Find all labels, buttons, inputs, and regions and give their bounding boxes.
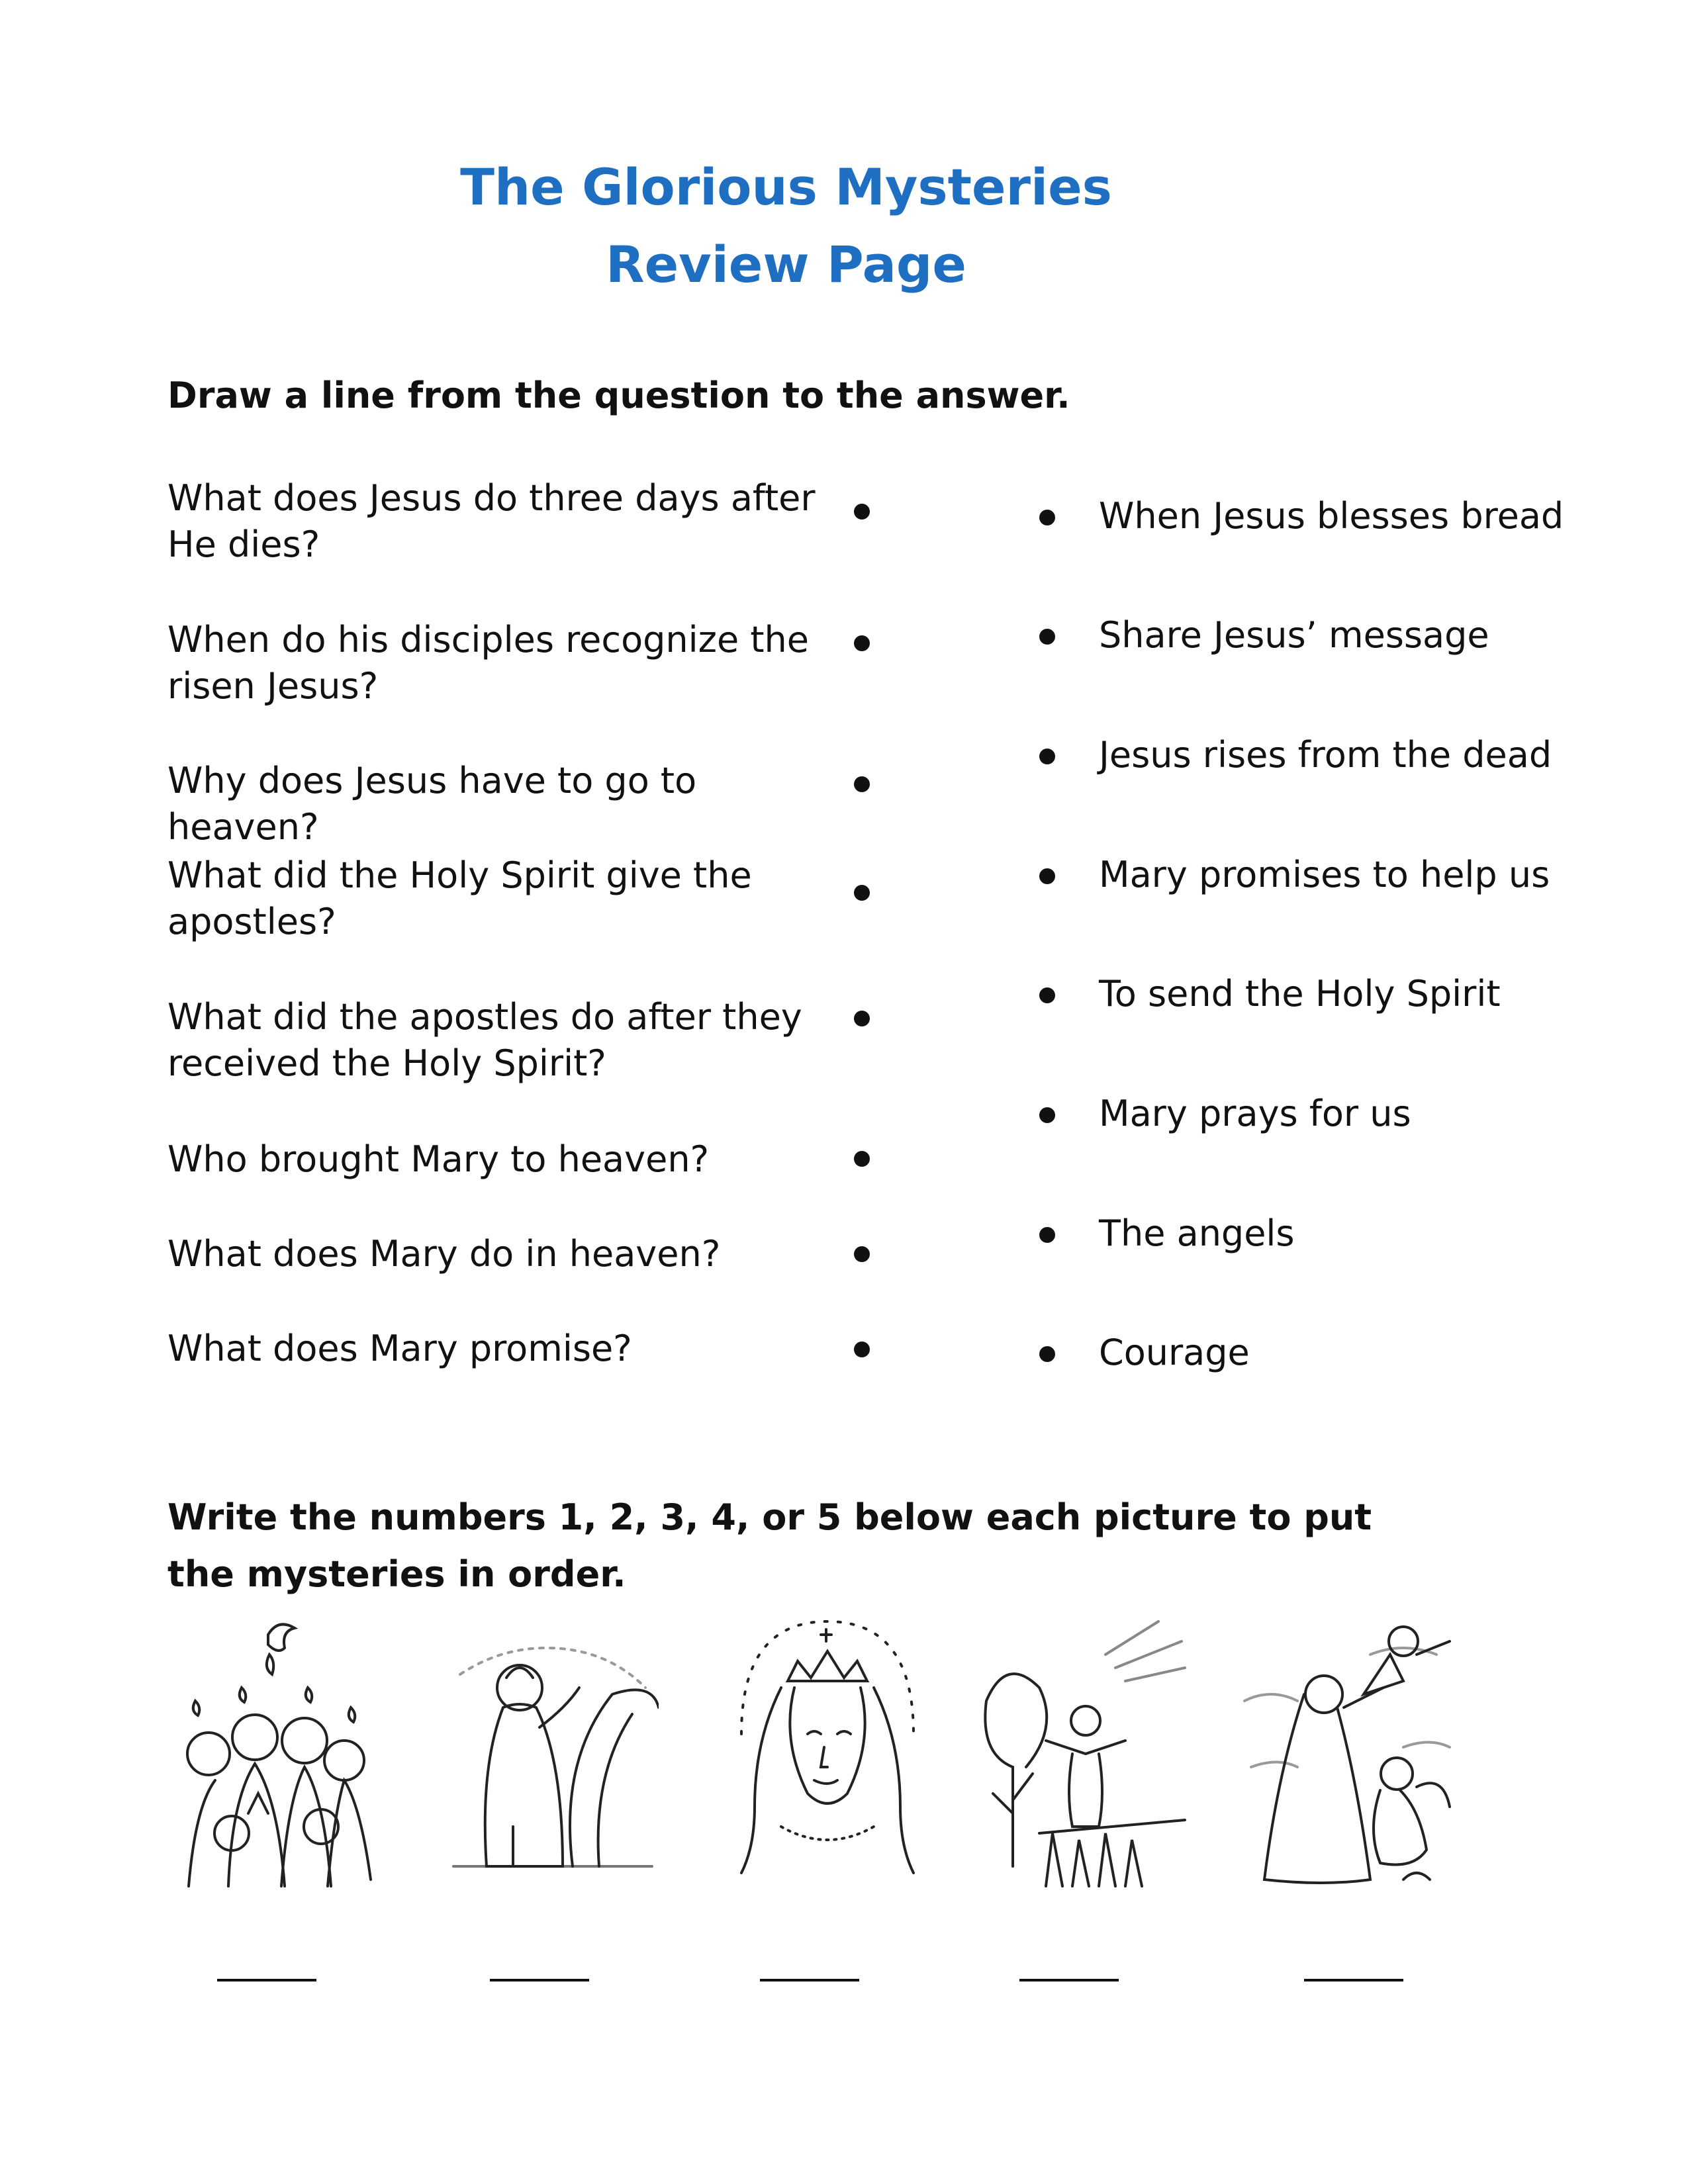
question-5-dot[interactable] [854,1011,870,1026]
answer-8-dot[interactable] [1039,1346,1055,1362]
answer-5-label: To send the Holy Spirit [1099,973,1501,1015]
answer-blank-3[interactable] [760,1979,859,1981]
answer-blank-1[interactable] [217,1979,316,1981]
answer-3-label: Jesus rises from the dead [1099,734,1552,776]
assumption-picture [1238,1615,1456,1893]
question-8: What does Mary promise? [167,1328,632,1369]
question-1: What does Jesus do three days after He dies? [167,477,816,565]
answer-3-dot[interactable] [1039,749,1055,764]
question-7: What does Mary do in heaven? [167,1233,721,1275]
crowned-mary-icon [715,1615,933,1893]
resurrection-picture [440,1615,659,1893]
question-4-dot[interactable] [854,885,870,901]
page-subtitle: Review Page [606,235,966,294]
question-3-dot[interactable] [854,776,870,792]
answer-6-dot[interactable] [1039,1107,1055,1123]
matching-instruction: Draw a line from the question to the answer. [167,375,1070,416]
ascension-picture [973,1615,1192,1893]
question-1-dot[interactable] [854,504,870,520]
answer-2-dot[interactable] [1039,629,1055,645]
question-2: When do his disciples recognize the risen Jesus? [167,619,809,707]
answer-7-dot[interactable] [1039,1227,1055,1243]
answer-blank-5[interactable] [1304,1979,1403,1981]
question-6-dot[interactable] [854,1151,870,1167]
coronation-picture [715,1615,933,1893]
pentecost-picture [169,1615,387,1893]
question-7-dot[interactable] [854,1246,870,1262]
ordering-instruction: Write the numbers 1, 2, 3, 4, or 5 below each picture to put the mysteries in order. [167,1496,1372,1595]
answer-5-dot[interactable] [1039,987,1055,1003]
answer-1-dot[interactable] [1039,510,1055,525]
answer-4-label: Mary promises to help us [1099,854,1550,895]
answer-8-label: Courage [1099,1332,1250,1373]
question-6: Who brought Mary to heaven? [167,1138,710,1180]
page-title: The Glorious Mysteries [460,158,1112,216]
question-5: What did the apostles do after they received the Holy Spirit? [167,996,802,1084]
answer-blank-2[interactable] [490,1979,589,1981]
answer-2-label: Share Jesus’ message [1099,614,1489,656]
question-2-dot[interactable] [854,635,870,651]
answer-7-label: The angels [1099,1212,1295,1254]
dove-and-apostles-icon [169,1615,387,1893]
question-8-dot[interactable] [854,1342,870,1357]
question-3: Why does Jesus have to go to heaven? [167,760,697,848]
jesus-ascending-icon [973,1615,1192,1893]
answer-6-label: Mary prays for us [1099,1093,1411,1134]
question-4: What did the Holy Spirit give the apostles? [167,854,752,942]
jesus-leaving-tomb-icon [440,1615,659,1893]
answer-blank-4[interactable] [1019,1979,1119,1981]
mary-with-angels-icon [1238,1615,1456,1893]
answer-4-dot[interactable] [1039,868,1055,884]
answer-1-label: When Jesus blesses bread [1099,495,1564,537]
